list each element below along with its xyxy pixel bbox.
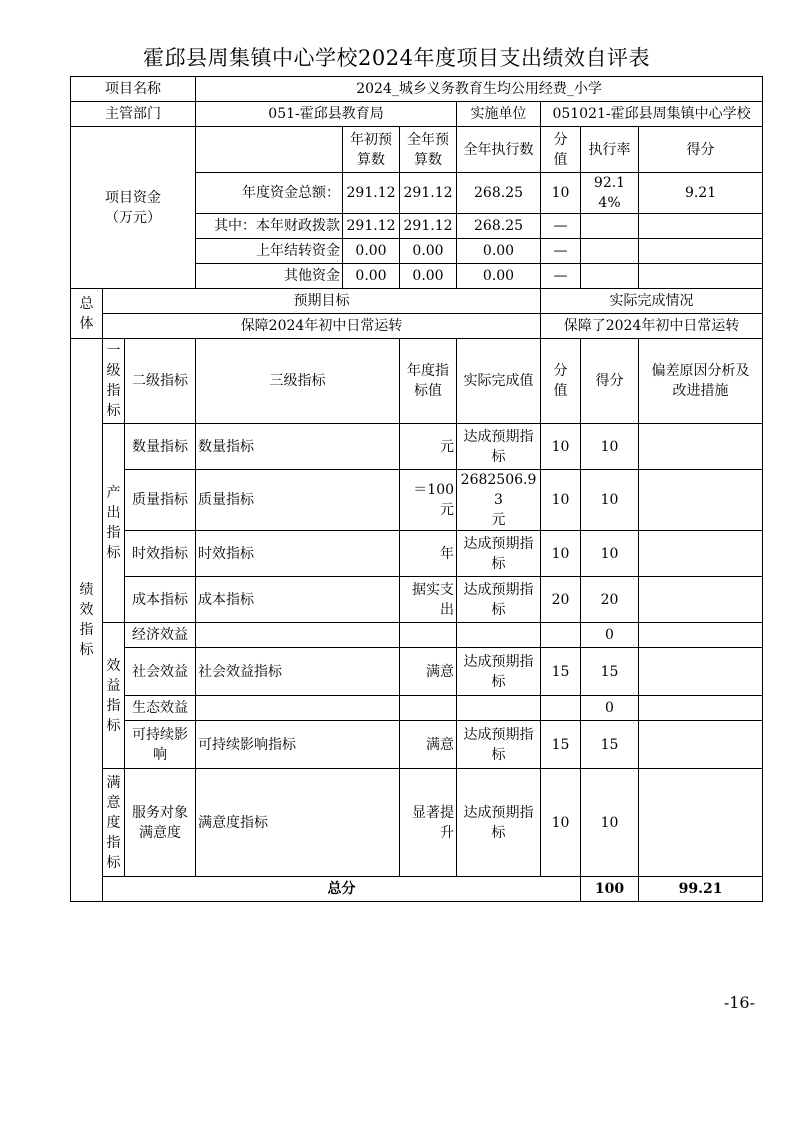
analysis-cell: [639, 531, 763, 577]
actual-cell: 达成预期指 标: [457, 577, 541, 623]
fullyear-budget-header: 全年预 算数: [400, 127, 457, 173]
analysis-cell: [639, 577, 763, 623]
indicator-row: [71, 531, 763, 577]
fund-executed: 268.25: [457, 214, 541, 239]
level1-header: 一 级 指 标: [103, 339, 125, 424]
benefit-indicators-label: 效 益 指 标: [103, 623, 125, 769]
level2-cell: 成本指标: [125, 577, 196, 623]
fund-exec-rate: 92.14%: [581, 173, 639, 214]
analysis-cell: [639, 424, 763, 470]
fund-points: —: [541, 214, 581, 239]
level2-cell: 服务对象 满意度: [125, 769, 196, 877]
expected-goal-header: 预期目标: [103, 289, 541, 314]
fund-executed: 268.25: [457, 173, 541, 214]
overall-header-row: [71, 289, 763, 314]
indicator-row: [71, 424, 763, 470]
target-cell: 据实支 出: [400, 577, 457, 623]
level2-cell: 可持续影 响: [125, 721, 196, 769]
fund-row-label: 上年结转资金: [196, 239, 343, 264]
analysis-cell: [639, 721, 763, 769]
points-cell: [541, 696, 581, 721]
points-cell: 15: [541, 721, 581, 769]
total-points: 100: [581, 877, 639, 902]
total-label: 总分: [103, 877, 581, 902]
target-cell: 满意: [400, 721, 457, 769]
score-cell: 15: [581, 648, 639, 696]
overall-row: [71, 314, 763, 339]
target-cell: 年: [400, 531, 457, 577]
fund-fullyear: 291.12: [400, 173, 457, 214]
target-cell: ＝100 元: [400, 470, 457, 531]
target-cell: [400, 623, 457, 648]
points-cell: 10: [541, 470, 581, 531]
fund-points: 10: [541, 173, 581, 214]
fund-executed: 0.00: [457, 239, 541, 264]
performance-table: [70, 76, 763, 902]
indicator-row: [71, 696, 763, 721]
fund-score: [639, 214, 763, 239]
indicators-label: 绩 效 指 标: [71, 339, 103, 902]
level2-header: 二级指标: [125, 339, 196, 424]
indicator-row: [71, 470, 763, 531]
indicator-row: [71, 577, 763, 623]
fund-points: —: [541, 239, 581, 264]
analysis-cell: [639, 623, 763, 648]
target-cell: [400, 696, 457, 721]
level2-cell: 质量指标: [125, 470, 196, 531]
score-cell: 10: [581, 424, 639, 470]
expected-goal: 保障2024年初中日常运转: [103, 314, 541, 339]
indicator-row: [71, 769, 763, 877]
fund-initial: 0.00: [343, 239, 400, 264]
actual-cell: [457, 623, 541, 648]
analysis-cell: [639, 769, 763, 877]
funds-header-row: [71, 127, 763, 173]
level3-cell: 质量指标: [196, 470, 400, 531]
department-row: [71, 102, 763, 127]
points-header: 分 值: [541, 339, 581, 424]
level3-cell: 满意度指标: [196, 769, 400, 877]
actual-value-header: 实际完成值: [457, 339, 541, 424]
score-header: 得分: [581, 339, 639, 424]
score-cell: 10: [581, 470, 639, 531]
fund-executed: 0.00: [457, 264, 541, 289]
points-cell: 20: [541, 577, 581, 623]
fund-initial: 291.12: [343, 214, 400, 239]
level2-cell: 生态效益: [125, 696, 196, 721]
level3-cell: 时效指标: [196, 531, 400, 577]
points-cell: 10: [541, 424, 581, 470]
analysis-cell: [639, 648, 763, 696]
score-header: 得分: [639, 127, 763, 173]
target-cell: 显著提 升: [400, 769, 457, 877]
page-number: -16-: [723, 993, 755, 1012]
level2-cell: 经济效益: [125, 623, 196, 648]
target-cell: 元: [400, 424, 457, 470]
fund-score: 9.21: [639, 173, 763, 214]
fund-initial: 291.12: [343, 173, 400, 214]
project-name-label: 项目名称: [71, 77, 196, 102]
score-cell: 10: [581, 769, 639, 877]
points-cell: 15: [541, 648, 581, 696]
fund-fullyear: 0.00: [400, 264, 457, 289]
points-header: 分 值: [541, 127, 581, 173]
fund-exec-rate: [581, 264, 639, 289]
total-score: 99.21: [639, 877, 763, 902]
dept-value: 051-霍邱县教育局: [196, 102, 457, 127]
impl-value: 051021-霍邱县周集镇中心学校: [541, 102, 763, 127]
level3-cell: [196, 623, 400, 648]
indicators-header-row: [71, 339, 763, 424]
fund-row-label: 年度资金总额：: [196, 173, 343, 214]
executed-header: 全年执行数: [457, 127, 541, 173]
score-cell: 20: [581, 577, 639, 623]
level3-cell: 数量指标: [196, 424, 400, 470]
actual-completion: 保障了2024年初中日常运转: [541, 314, 763, 339]
fund-fullyear: 0.00: [400, 239, 457, 264]
exec-rate-header: 执行率: [581, 127, 639, 173]
impl-label: 实施单位: [457, 102, 541, 127]
project-name-row: [71, 77, 763, 102]
points-cell: 10: [541, 531, 581, 577]
fund-initial: 0.00: [343, 264, 400, 289]
project-name-value: 2024_城乡义务教育生均公用经费_小学: [196, 77, 763, 102]
score-cell: 15: [581, 721, 639, 769]
analysis-cell: [639, 470, 763, 531]
actual-cell: 2682506.93 元: [457, 470, 541, 531]
analysis-cell: [639, 696, 763, 721]
fund-exec-rate: [581, 239, 639, 264]
actual-completion-header: 实际完成情况: [541, 289, 763, 314]
actual-cell: [457, 696, 541, 721]
analysis-header: 偏差原因分析及 改进措施: [639, 339, 763, 424]
target-cell: 满意: [400, 648, 457, 696]
page-title: 霍邱县周集镇中心学校2024年度项目支出绩效自评表: [143, 46, 650, 70]
level2-cell: 时效指标: [125, 531, 196, 577]
level3-cell: 可持续影响指标: [196, 721, 400, 769]
actual-cell: 达成预期指 标: [457, 721, 541, 769]
target-header: 年度指 标值: [400, 339, 457, 424]
total-row: [71, 877, 763, 902]
level3-cell: 成本指标: [196, 577, 400, 623]
fund-row-label: 其他资金: [196, 264, 343, 289]
score-cell: 0: [581, 623, 639, 648]
points-cell: [541, 623, 581, 648]
fund-points: —: [541, 264, 581, 289]
fund-row-label: 其中：本年财政拨款: [196, 214, 343, 239]
indicator-row: [71, 623, 763, 648]
level3-cell: 社会效益指标: [196, 648, 400, 696]
level3-header: 三级指标: [196, 339, 400, 424]
fund-fullyear: 291.12: [400, 214, 457, 239]
satisfaction-indicators-label: 满 意 度 指 标: [103, 769, 125, 877]
score-cell: 10: [581, 531, 639, 577]
output-indicators-label: 产 出 指 标: [103, 424, 125, 623]
overall-label: 总 体: [71, 289, 103, 339]
actual-cell: 达成预期指 标: [457, 424, 541, 470]
funds-label: 项目资金 （万元）: [71, 127, 196, 289]
level3-cell: [196, 696, 400, 721]
fund-score: [639, 239, 763, 264]
dept-label: 主管部门: [71, 102, 196, 127]
fund-score: [639, 264, 763, 289]
fund-exec-rate: [581, 214, 639, 239]
actual-cell: 达成预期指 标: [457, 531, 541, 577]
actual-cell: 达成预期指 标: [457, 769, 541, 877]
funds-header-blank: [196, 127, 343, 173]
initial-budget-header: 年初预 算数: [343, 127, 400, 173]
indicator-row: [71, 648, 763, 696]
indicator-row: [71, 721, 763, 769]
level2-cell: 社会效益: [125, 648, 196, 696]
actual-cell: 达成预期指 标: [457, 648, 541, 696]
score-cell: 0: [581, 696, 639, 721]
level2-cell: 数量指标: [125, 424, 196, 470]
points-cell: 10: [541, 769, 581, 877]
